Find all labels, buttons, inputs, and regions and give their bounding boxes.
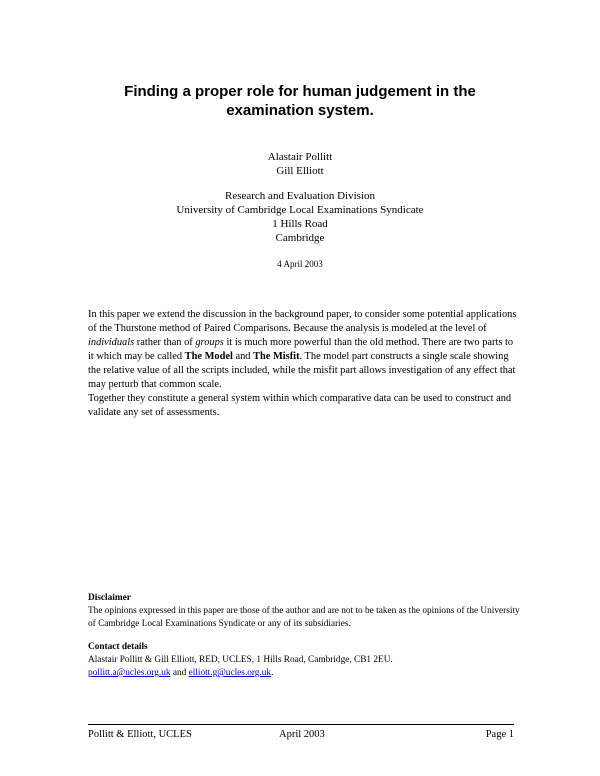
title-line-2: examination system.	[226, 102, 374, 119]
disclaimer-section	[88, 592, 528, 631]
abstract-text: it is much more powerful than the old method. There are two parts to it which may be called	[88, 337, 514, 362]
abstract	[88, 308, 518, 420]
author-list	[60, 150, 540, 178]
email-joiner: and	[170, 668, 189, 678]
abstract-paragraph-2: Together they constitute a general system within which comparative data can be used to construct and validate any set of assessments.	[88, 393, 512, 418]
abstract-text: . The model part constructs a single scale showing the relative value of all the scripts included, while the misfit part allows investigation of any effect that may perturb that common scale.	[88, 351, 516, 390]
abstract-term-model: The Model	[184, 351, 233, 362]
affiliation-city: Cambridge	[275, 232, 325, 244]
footer-authors: Pollitt & Elliott, UCLES	[88, 729, 192, 740]
abstract-emphasis: individuals	[88, 337, 135, 348]
affiliation-organisation: University of Cambridge Local Examinations Syndicate	[176, 204, 424, 216]
paper-title	[90, 82, 510, 120]
email-terminator: .	[271, 668, 274, 678]
abstract-term-misfit: The Misfit	[253, 351, 300, 362]
abstract-paragraph-1	[88, 308, 518, 392]
disclaimer-heading: Disclaimer	[88, 593, 131, 603]
affiliation-division: Research and Evaluation Division	[225, 190, 375, 202]
email-link-elliott[interactable]: elliott.g@ucles.org.uk	[188, 668, 272, 678]
footer-date: April 2003	[279, 729, 325, 740]
abstract-text: rather than of	[134, 337, 196, 348]
contact-heading: Contact details	[88, 642, 148, 652]
contact-section	[88, 641, 528, 680]
affiliation-block	[60, 189, 540, 245]
abstract-text: In this paper we extend the discussion in the background paper, to consider some potential applications of the Thurstone method of Paired Comparisons. Because the analysis is modeled at the level of	[88, 309, 517, 334]
footer-rule	[88, 724, 514, 725]
footer-page-number: Page 1	[485, 729, 514, 740]
disclaimer-text: The opinions expressed in this paper are those of the author and are not to be taken as the opinions of the University of Cambridge Local Examinations Syndicate or any of its subsidiaries.	[88, 606, 520, 629]
author-name: Gill Elliott	[276, 165, 324, 177]
abstract-emphasis: groups	[195, 337, 224, 348]
abstract-text: and	[232, 351, 254, 362]
contact-address: Alastair Pollitt & Gill Elliott, RED, UCLES, 1 Hills Road, Cambridge, CB1 2EU.	[88, 655, 393, 665]
affiliation-street: 1 Hills Road	[272, 218, 328, 230]
contact-emails	[88, 667, 528, 680]
publication-date: 4 April 2003	[277, 259, 323, 269]
author-name: Alastair Pollitt	[267, 151, 333, 163]
title-line-1: Finding a proper role for human judgement in the	[124, 83, 476, 100]
email-link-pollitt[interactable]: pollitt.a@ucles.org.uk	[88, 668, 171, 678]
